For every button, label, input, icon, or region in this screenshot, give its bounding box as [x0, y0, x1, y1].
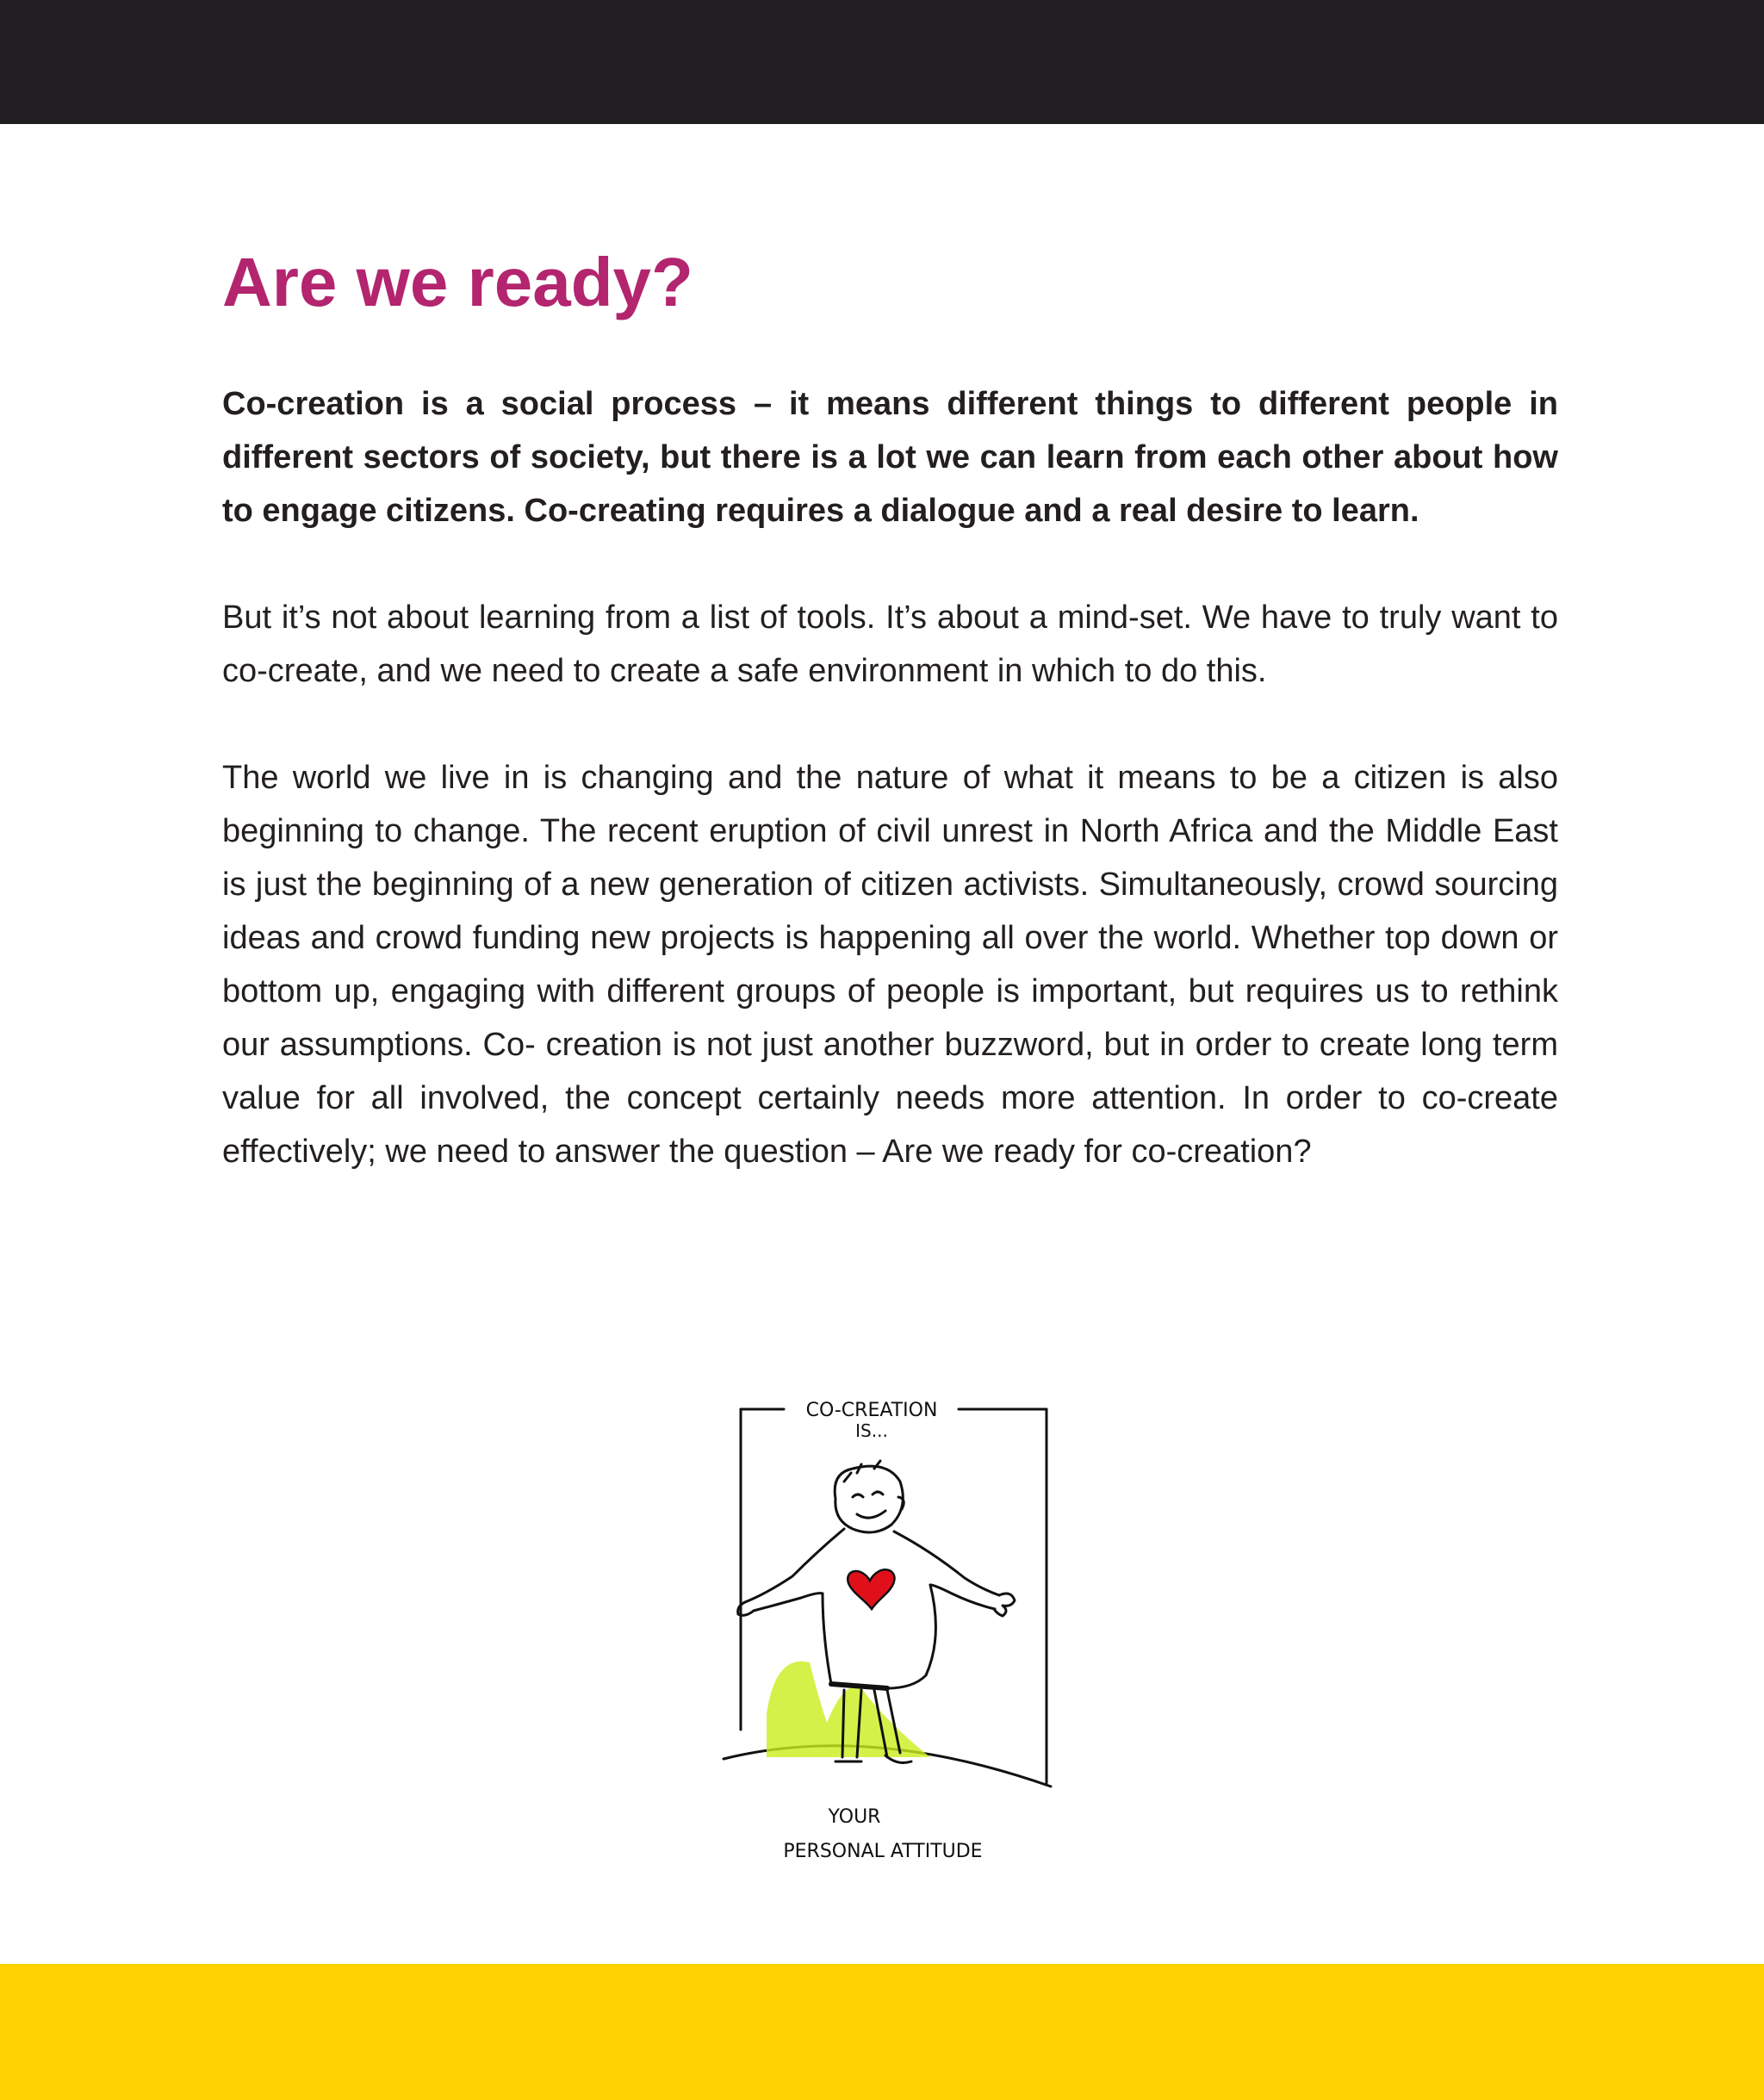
caption-bottom-line1: YOUR [828, 1806, 881, 1828]
caption-bottom-line2: PERSONAL ATTITUDE [783, 1841, 983, 1862]
page-title: Are we ready? [222, 244, 693, 320]
caption-top-line1: CO-CREATION [805, 1400, 938, 1421]
bottom-bar [0, 1964, 1764, 2100]
caption-top-line2: IS... [855, 1420, 888, 1441]
heart-icon [848, 1569, 894, 1609]
intro-paragraph: Co-creation is a social process – it means different things to different people in different sectors of society, but there is a lot we can learn from each other about how to engage citizens. Co-creating requires a dialogue and a real desire to learn. [222, 386, 1558, 529]
body-paragraph-2: The world we live in is changing and the nature of what it means to be a citizen is also beginning to change. The recent eruption of civil unrest in North Africa and the Middle East is just the beginning of a new generation of citizen activists. Simultaneously, crowd sourcing ideas and crowd funding new projects is happening all over the world. Whether top down or bottom up, engaging with different groups of people is important, but requires us to rethink our assumptions. Co- creation is not just another buzzword, but in order to create long term value for all involved, the concept certainly needs more attention. In order to co-create effectively; we need to answer the question – Are we ready for co-creation? [222, 760, 1558, 1170]
page-content [222, 231, 1558, 1178]
body-paragraph-1: But it’s not about learning from a list of tools. It’s about a mind-set. We have to truly want to co-create, and we need to create a safe environment in which to do this. [222, 600, 1558, 689]
co-creation-illustration [715, 1378, 1059, 1878]
ground-highlight [767, 1662, 930, 1757]
top-bar [0, 0, 1764, 124]
